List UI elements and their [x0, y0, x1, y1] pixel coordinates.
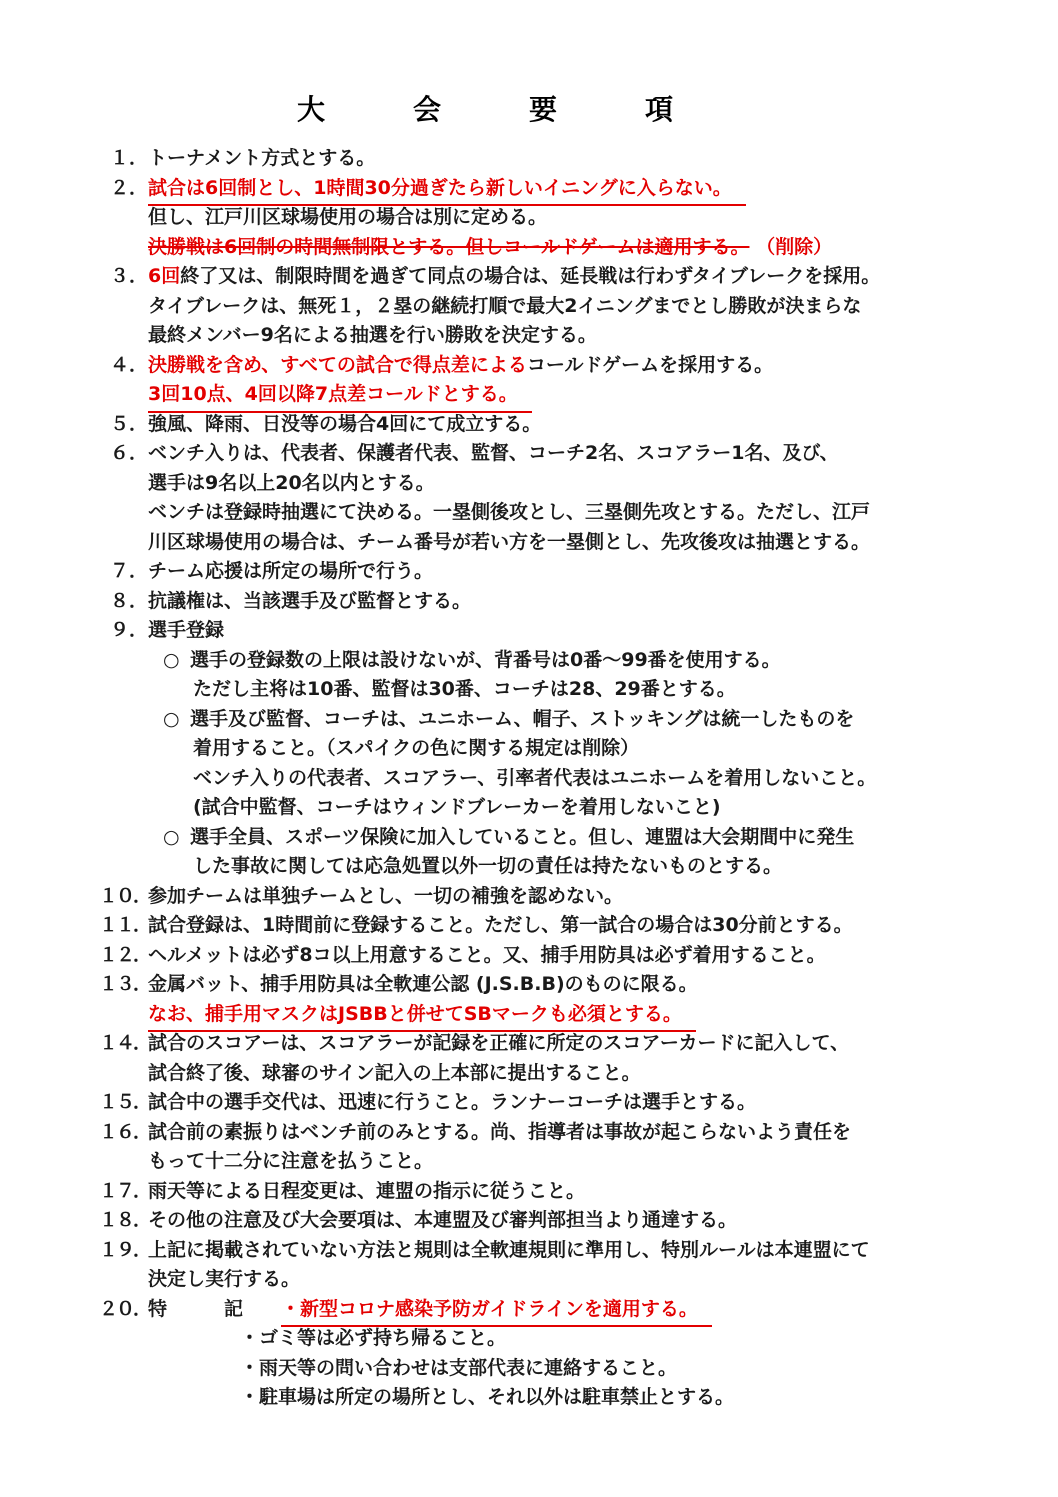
- doc-line: [0, 970, 1058, 1000]
- doc-line: [0, 1059, 1058, 1089]
- doc-line: [0, 174, 1058, 204]
- text-run: ・新型コロナ感染予防ガイドラインを適用する。: [281, 1295, 712, 1328]
- doc-line: [0, 292, 1058, 322]
- text-run: （削除）: [749, 235, 833, 258]
- doc-line: [0, 1177, 1058, 1207]
- doc-line: [0, 233, 1058, 263]
- doc-line: [0, 882, 1058, 912]
- doc-line: [0, 1029, 1058, 1059]
- text-run: ・雨天等の問い合わせは支部代表に連絡すること。: [240, 1356, 678, 1379]
- doc-line: [0, 262, 1058, 292]
- text-run: 選手の登録数の上限は設けないが、背番号は0番～99番を使用する。: [190, 648, 781, 671]
- text-run: 試合中の選手交代は、迅速に行うこと。ランナーコーチは選手とする。: [148, 1091, 757, 1113]
- doc-line: [0, 557, 1058, 587]
- text-run: チーム応援は所定の場所で行う。: [148, 560, 434, 582]
- doc-line: [0, 498, 1058, 528]
- doc-line: [0, 852, 1058, 882]
- list-number: １０．: [99, 884, 151, 907]
- text-run: 最終メンバー9名による抽選を行い勝敗を決定する。: [148, 324, 597, 346]
- bullet-circle-icon: ○: [163, 648, 180, 671]
- text-run: 3回10点、4回以降7点差コールドとする。: [148, 380, 532, 413]
- text-run: 特 記: [148, 1297, 282, 1320]
- text-run: ベンチは登録時抽選にて決める。一塁側後攻とし、三塁側先攻とする。ただし、江戸: [148, 501, 871, 523]
- list-number: ２．: [110, 176, 149, 199]
- doc-line: [0, 351, 1058, 381]
- list-number: ２０．: [99, 1297, 151, 1320]
- text-run: トーナメント方式とする。: [148, 147, 376, 169]
- text-run: なお、捕手用マスクはJSBBと併せてSBマークも必須とする。: [148, 1000, 696, 1033]
- doc-line: [0, 587, 1058, 617]
- text-run: (試合中監督、コーチはウィンドブレーカーを着用しないこと): [193, 796, 721, 818]
- doc-line: [0, 705, 1058, 735]
- doc-line: [0, 646, 1058, 676]
- text-run: 但し、江戸川区球場使用の場合は別に定める。: [148, 206, 548, 228]
- doc-line: [0, 1118, 1058, 1148]
- bullet-circle-icon: ○: [163, 825, 180, 848]
- text-run: 選手全員、スポーツ保険に加入していること。但し、連盟は大会期間中に発生: [190, 825, 855, 848]
- doc-line: [0, 410, 1058, 440]
- doc-line: [0, 469, 1058, 499]
- page-title: 大 会 要 項: [297, 93, 675, 126]
- doc-line: [0, 1206, 1058, 1236]
- text-run: コールドゲームを採用する。: [526, 353, 774, 376]
- doc-line: [0, 793, 1058, 823]
- text-run: 決勝戦は6回制の時間無制限とする。但しコールドゲームは適用する。: [148, 235, 750, 258]
- text-run: 決定し実行する。: [148, 1268, 301, 1290]
- list-number: １５．: [99, 1091, 151, 1113]
- text-run: 金属バット、捕手用防具は全軟連公認 (J.S.B.B)のものに限る。: [148, 973, 698, 995]
- list-number: １３．: [99, 973, 151, 995]
- document-body: [0, 144, 1058, 1413]
- list-number: ６．: [110, 442, 149, 464]
- doc-line: [0, 380, 1058, 410]
- doc-line: [0, 1295, 1058, 1325]
- list-number: １４．: [99, 1032, 151, 1054]
- text-run: 抗議権は、当該選手及び監督とする。: [148, 589, 472, 612]
- doc-line: [0, 203, 1058, 233]
- bullet-circle-icon: ○: [163, 707, 180, 730]
- list-number: １６．: [99, 1120, 151, 1143]
- list-number: ５．: [110, 412, 149, 435]
- text-run: 試合のスコアーは、スコアラーが記録を正確に所定のスコアーカードに記入して、: [148, 1032, 850, 1054]
- doc-line: [0, 675, 1058, 705]
- list-number: １９．: [99, 1238, 151, 1261]
- list-number: ３．: [110, 265, 149, 287]
- text-run: 参加チームは単独チームとし、一切の補強を認めない。: [148, 884, 624, 907]
- text-run: 雨天等による日程変更は、連盟の指示に従うこと。: [148, 1179, 586, 1202]
- doc-line: [0, 321, 1058, 351]
- doc-line: [0, 1236, 1058, 1266]
- doc-line: [0, 1265, 1058, 1295]
- doc-line: [0, 144, 1058, 174]
- text-run: もって十二分に注意を払うこと。: [148, 1150, 434, 1172]
- list-number: ４．: [110, 353, 149, 376]
- text-run: した事故に関しては応急処置以外一切の責任は持たないものとする。: [193, 855, 783, 877]
- text-run: 川区球場使用の場合は、チーム番号が若い方を一塁側とし、先攻後攻は抽選とする。: [148, 530, 871, 553]
- text-run: 終了又は、制限時間を過ぎて同点の場合は、延長戦は行わずタイブレークを採用。: [180, 265, 881, 287]
- text-run: ベンチ入りは、代表者、保護者代表、監督、コーチ2名、スコアラー1名、及び、: [148, 442, 839, 464]
- doc-line: [0, 764, 1058, 794]
- list-number: ９．: [110, 619, 149, 641]
- text-run: 選手は9名以上20名以内とする。: [148, 471, 435, 494]
- text-run: 試合登録は、1時間前に登録すること。ただし、第一試合の場合は30分前とする。: [148, 914, 853, 936]
- text-run: 着用すること。（スパイクの色に関する規定は削除）: [193, 737, 640, 759]
- text-run: 選手及び監督、コーチは、ユニホーム、帽子、ストッキングは統一したものを: [190, 707, 855, 730]
- doc-line: [0, 1000, 1058, 1030]
- text-run: その他の注意及び大会要項は、本連盟及び審判部担当より通達する。: [148, 1209, 738, 1231]
- text-run: ・駐車場は所定の場所とし、それ以外は駐車禁止とする。: [240, 1386, 735, 1408]
- text-run: 試合終了後、球審のサイン記入の上本部に提出すること。: [148, 1061, 641, 1084]
- doc-line: [0, 911, 1058, 941]
- text-run: 試合前の素振りはベンチ前のみとする。尚、指導者は事故が起こらないよう責任を: [148, 1120, 852, 1143]
- list-number: １１．: [99, 914, 151, 936]
- list-number: ７．: [110, 560, 149, 582]
- text-run: ベンチ入りの代表者、スコアラー、引率者代表はユニホームを着用しないこと。: [193, 766, 877, 789]
- text-run: ただし主将は10番、監督は30番、コーチは28、29番とする。: [193, 678, 736, 700]
- doc-line: [0, 1088, 1058, 1118]
- doc-line: [0, 616, 1058, 646]
- text-run: 決勝戦を含め、すべての試合で得点差による: [148, 353, 527, 376]
- doc-line: [0, 734, 1058, 764]
- text-run: 選手登録: [148, 619, 225, 641]
- text-run: 試合は6回制とし、1時間30分過ぎたら新しいイニングに入らない。: [148, 174, 746, 207]
- list-number: ８．: [110, 589, 149, 612]
- doc-line: [0, 1147, 1058, 1177]
- doc-line: [0, 528, 1058, 558]
- text-run: タイブレークは、無死１，２塁の継続打順で最大2イニングまでとし勝敗が決まらな: [148, 294, 862, 317]
- text-run: 6回: [148, 265, 181, 287]
- doc-line: [0, 1354, 1058, 1384]
- list-number: １．: [110, 147, 149, 169]
- doc-line: [0, 1324, 1058, 1354]
- doc-line: [0, 823, 1058, 853]
- text-run: 強風、降雨、日没等の場合4回にて成立する。: [148, 412, 542, 435]
- list-number: １８．: [99, 1209, 151, 1231]
- list-number: １７．: [99, 1179, 151, 1202]
- doc-line: [0, 941, 1058, 971]
- doc-line: [0, 1383, 1058, 1413]
- text-run: ・ゴミ等は必ず持ち帰ること。: [240, 1327, 507, 1349]
- list-number: １２．: [99, 943, 151, 966]
- doc-line: [0, 439, 1058, 469]
- text-run: 上記に掲載されていない方法と規則は全軟連規則に準用し、特別ルールは本連盟にて: [148, 1238, 870, 1261]
- text-run: ヘルメットは必ず8コ以上用意すること。又、捕手用防具は必ず着用すること。: [148, 943, 826, 966]
